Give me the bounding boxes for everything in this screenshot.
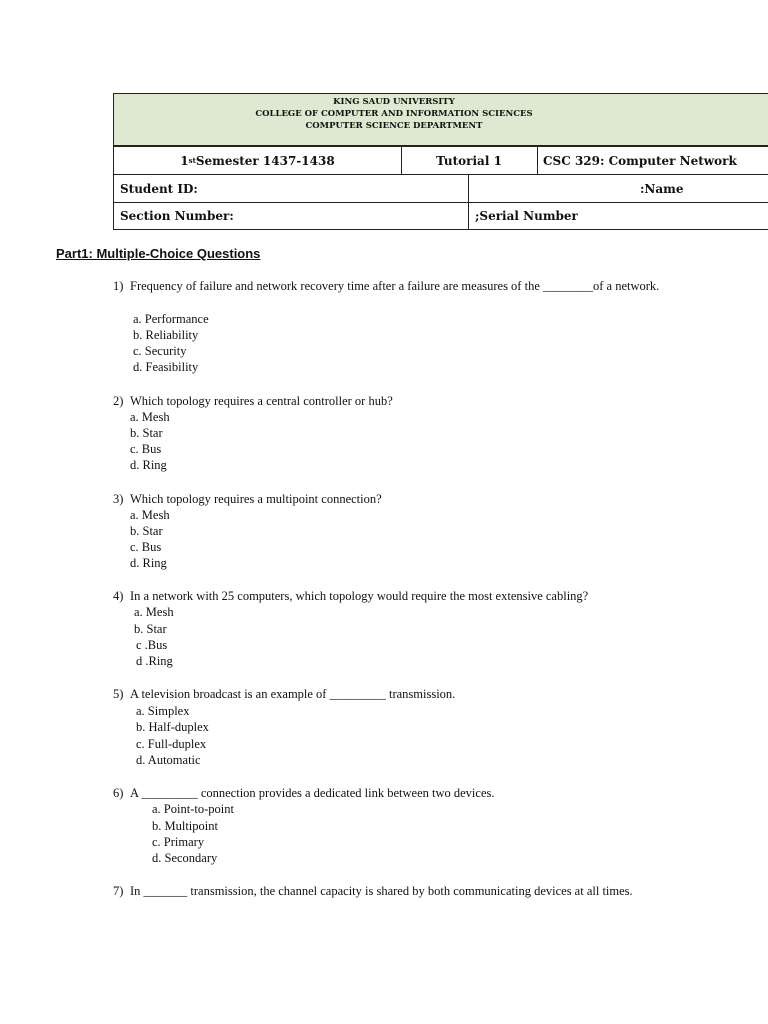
course-info-row — [113, 146, 768, 175]
option: c. Security — [133, 344, 187, 358]
question-stem: Which topology requires a central controller or hub? — [130, 394, 393, 408]
question-stem: Frequency of failure and network recovery time after a failure are measures of the ________of a network. — [130, 279, 660, 293]
college-name: COLLEGE OF COMPUTER AND INFORMATION SCIENCES — [255, 109, 533, 119]
option: d. Feasibility — [133, 360, 199, 374]
question-number: 3) — [113, 492, 124, 506]
question-number: 1) — [113, 279, 124, 293]
option: b. Star — [130, 426, 163, 440]
option: a. Performance — [133, 312, 209, 326]
name-label: :Name — [640, 181, 684, 196]
option: c .Bus — [136, 638, 168, 652]
option: b. Half-duplex — [136, 720, 209, 734]
question-number: 2) — [113, 394, 124, 408]
option: b. Multipoint — [152, 819, 218, 833]
semester-text: Semester 1437-1438 — [195, 153, 335, 168]
option: a. Mesh — [130, 410, 170, 424]
question-number: 4) — [113, 589, 124, 603]
option: b. Star — [130, 524, 163, 538]
semester-ordinal: st — [188, 156, 196, 165]
question-stem: A television broadcast is an example of _________ transmission. — [130, 687, 456, 701]
option: c. Bus — [130, 442, 162, 456]
semester-number: 1 — [180, 153, 189, 168]
option: d. Ring — [130, 458, 167, 472]
option: a. Mesh — [130, 508, 170, 522]
option: a. Mesh — [134, 605, 174, 619]
option: c. Primary — [152, 835, 205, 849]
serial-number-label: ;Serial Number — [475, 209, 578, 223]
question-number: 6) — [113, 786, 124, 800]
question-stem: A _________ connection provides a dedicated link between two devices. — [130, 786, 495, 800]
tutorial-label: Tutorial 1 — [436, 153, 502, 168]
student-id-label: Student ID: — [120, 181, 198, 196]
question-stem: Which topology requires a multipoint connection? — [130, 492, 382, 506]
option: b. Star — [134, 622, 167, 636]
option: d. Ring — [130, 556, 167, 570]
question-stem: In _______ transmission, the channel capacity is shared by both communicating devices at all times. — [130, 884, 633, 898]
section-number-label: Section Number: — [120, 209, 234, 223]
university-name: KING SAUD UNIVERSITY — [333, 97, 455, 107]
question-stem: In a network with 25 computers, which topology would require the most extensive cabling? — [130, 589, 589, 603]
option: a. Point-to-point — [152, 802, 234, 816]
question-number: 5) — [113, 687, 124, 701]
option: d .Ring — [136, 654, 173, 668]
question-number: 7) — [113, 884, 124, 898]
option: d. Secondary — [152, 851, 218, 865]
university-header — [113, 93, 768, 146]
option: c. Full-duplex — [136, 737, 207, 751]
course-label: CSC 329: Computer Network — [543, 153, 737, 168]
student-row — [113, 174, 768, 203]
part-title: Part1: Multiple-Choice Questions — [56, 246, 261, 261]
option: d. Automatic — [136, 753, 201, 767]
option: a. Simplex — [136, 704, 190, 718]
option: b. Reliability — [133, 328, 199, 342]
department-name: COMPUTER SCIENCE DEPARTMENT — [305, 121, 483, 131]
semester-cell — [114, 147, 401, 174]
option: c. Bus — [130, 540, 162, 554]
section-row — [113, 202, 768, 230]
